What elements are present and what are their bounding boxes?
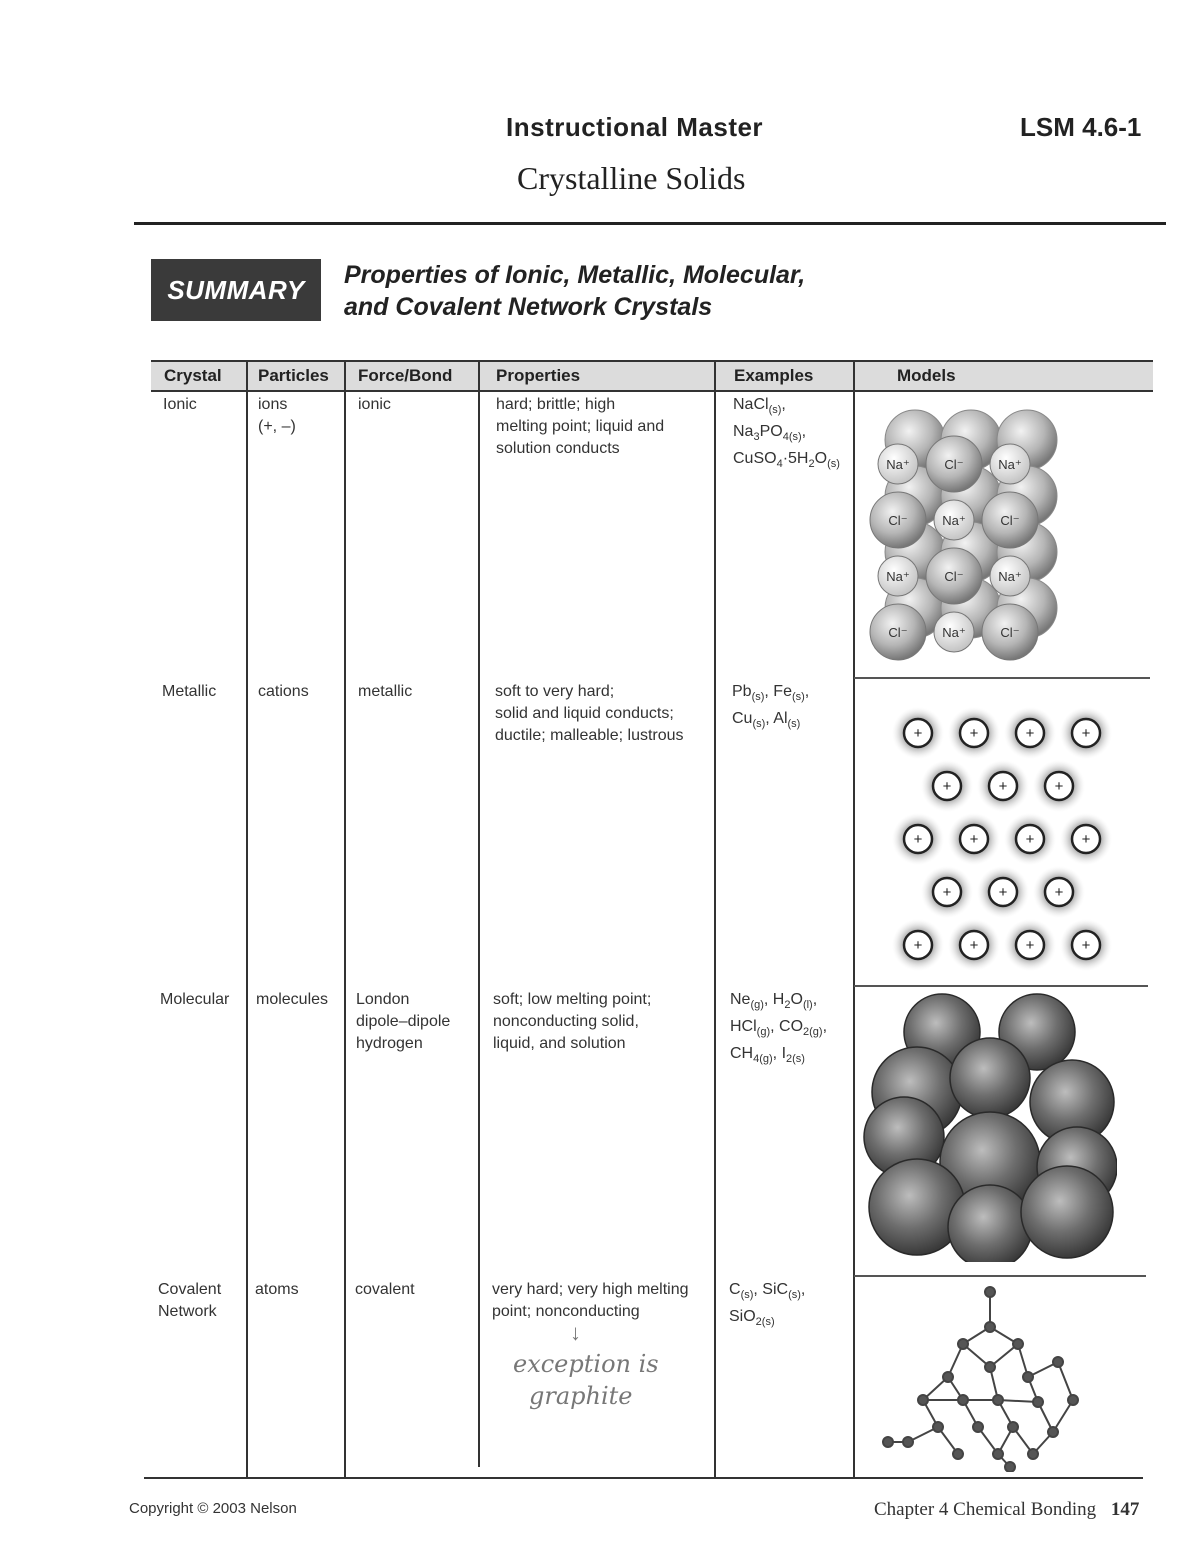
network-atom [958, 1339, 968, 1349]
cell-properties-molecular: soft; low melting point; nonconducting solid, liquid, and solution [493, 991, 652, 1052]
summary-title-line-2: and Covalent Network Crystals [344, 293, 713, 321]
col-header-force: Force/Bond [358, 366, 453, 385]
footer-chapter-title: Chapter 4 Chemical Bonding [874, 1499, 1097, 1520]
network-atom [985, 1287, 995, 1297]
footer-chapter [874, 1499, 1139, 1521]
network-atom [883, 1437, 893, 1447]
cation-plus-label: + [913, 831, 923, 848]
cell-particles-covalent: atoms [255, 1281, 299, 1298]
chloride-label: Cl⁻ [944, 457, 964, 472]
cation-plus-label: + [942, 884, 952, 901]
network-atom [1005, 1462, 1015, 1472]
cation-plus-label: + [998, 884, 1008, 901]
network-atom [953, 1449, 963, 1459]
page-number: 147 [1110, 1499, 1140, 1520]
cation-plus-label: + [913, 937, 923, 954]
metallic-cation-model [870, 685, 1120, 975]
covalent-bond [1058, 1362, 1073, 1400]
chloride-label: Cl⁻ [888, 513, 908, 528]
table-header-rule [151, 390, 1153, 392]
network-atom [985, 1322, 995, 1332]
cation-plus-label: + [1025, 937, 1035, 954]
cation-plus-label: + [998, 778, 1008, 795]
cation-plus-label: + [942, 778, 952, 795]
sodium-label: Na⁺ [886, 569, 910, 584]
sodium-label: Na⁺ [942, 625, 966, 640]
row-divider [854, 677, 1150, 679]
cation-plus-label: + [1054, 884, 1064, 901]
sodium-label: Na⁺ [998, 457, 1022, 472]
network-atom [918, 1395, 928, 1405]
network-atom [903, 1437, 913, 1447]
covalent-bond [998, 1400, 1038, 1402]
ionic-lattice-model [860, 398, 1110, 673]
cell-particles-metallic: cations [258, 683, 309, 700]
col-header-particles: Particles [258, 366, 329, 385]
network-atom [1033, 1397, 1043, 1407]
cation-plus-label: + [1054, 778, 1064, 795]
col-header-models: Models [897, 366, 956, 385]
network-atom [1048, 1427, 1058, 1437]
network-atom [985, 1362, 995, 1372]
footer-copyright: Copyright © 2003 Nelson [129, 1500, 297, 1517]
cation-plus-label: + [1081, 831, 1091, 848]
cell-force-ionic: ionic [358, 396, 391, 413]
col-divider [344, 362, 346, 1479]
sodium-label: Na⁺ [942, 513, 966, 528]
network-atom [933, 1422, 943, 1432]
sodium-label: Na⁺ [998, 569, 1022, 584]
table-bottom-rule [144, 1477, 1143, 1479]
chloride-label: Cl⁻ [1000, 513, 1020, 528]
cell-force-metallic: metallic [358, 683, 413, 700]
network-atom [1008, 1422, 1018, 1432]
network-atom [1013, 1339, 1023, 1349]
page-title: Crystalline Solids [517, 160, 746, 196]
cation-plus-label: + [1081, 937, 1091, 954]
network-atom [1068, 1395, 1078, 1405]
covalent-network-model [878, 1282, 1088, 1472]
row-divider [854, 985, 1148, 987]
sodium-label: Na⁺ [886, 457, 910, 472]
cell-particles-ionic: ions (+, –) [258, 396, 296, 435]
col-header-examples: Examples [734, 366, 814, 385]
handwritten-arrow-icon: ↓ [570, 1320, 581, 1345]
cation-plus-label: + [1025, 831, 1035, 848]
summary-title [344, 259, 805, 323]
network-atom [973, 1422, 983, 1432]
cell-examples-molecular: $Ne_{(g)}$, $H_2O_{(l)}$, HCl$_{(g)}$, $CO_{2(g)}$, $CH_{4(g)}$, $I_{2(s)}$ [730, 991, 828, 1066]
master-code: LSM 4.6-1 [1020, 112, 1142, 142]
network-atom [993, 1395, 1003, 1405]
col-divider [714, 362, 716, 1479]
network-atom [1053, 1357, 1063, 1367]
chloride-label: Cl⁻ [888, 625, 908, 640]
col-divider [246, 362, 248, 1479]
row-divider [854, 1275, 1146, 1277]
network-atom [958, 1395, 968, 1405]
molecule-sphere [948, 1185, 1032, 1262]
cell-examples-metallic: $Pb_{(s)}$, $Fe_{(s)}$, $Cu_{(s)}$, $Al_{(s)}$ [732, 683, 810, 731]
cation-plus-label: + [913, 725, 923, 742]
chloride-label: Cl⁻ [1000, 625, 1020, 640]
summary-badge: SUMMARY [151, 259, 321, 321]
col-divider [478, 362, 480, 1467]
cell-crystal-covalent: Covalent Network [158, 1281, 222, 1320]
header-rule [134, 222, 1166, 225]
cell-crystal-metallic: Metallic [162, 683, 217, 700]
network-atom [993, 1449, 1003, 1459]
cell-particles-molecular: molecules [256, 991, 329, 1008]
cell-examples-covalent: $C_{(s)}$, SiC$_{(s)}$, SiO$_{2(s)}$ [729, 1281, 806, 1329]
handwritten-note: exception is graphite [513, 1350, 659, 1410]
cell-force-covalent: covalent [355, 1281, 415, 1298]
chloride-label: Cl⁻ [944, 569, 964, 584]
col-header-properties: Properties [496, 366, 581, 385]
cell-force-molecular: London dipole–dipole hydrogen [356, 991, 451, 1052]
cation-plus-label: + [969, 725, 979, 742]
col-header-crystal: Crystal [164, 366, 222, 385]
molecule-sphere [950, 1038, 1030, 1118]
network-atom [1028, 1449, 1038, 1459]
cell-properties-ionic: hard; brittle; high melting point; liquid and solution conducts [496, 396, 665, 457]
cation-plus-label: + [1025, 725, 1035, 742]
cell-crystal-molecular: Molecular [160, 991, 230, 1008]
molecular-spheres-model [862, 992, 1117, 1262]
cation-plus-label: + [969, 831, 979, 848]
cell-properties-covalent: very hard; very high melting point; nonconducting [492, 1281, 689, 1320]
instructional-master-label: Instructional Master [506, 112, 764, 142]
network-atom [943, 1372, 953, 1382]
cell-properties-metallic: soft to very hard; solid and liquid conducts; ductile; malleable; lustrous [495, 683, 684, 744]
cell-examples-ionic: NaCl$_{(s)}$, $Na_3PO_{4(s)}$, $CuSO_4\cdot 5H_2O_{(s)}$ [733, 396, 840, 471]
cation-plus-label: + [969, 937, 979, 954]
molecule-sphere [1021, 1166, 1113, 1258]
cell-crystal-ionic: Ionic [163, 396, 197, 413]
summary-title-line-1: Properties of Ionic, Metallic, Molecular, [344, 261, 806, 289]
cation-plus-label: + [1081, 725, 1091, 742]
col-divider [853, 362, 855, 1479]
network-atom [1023, 1372, 1033, 1382]
